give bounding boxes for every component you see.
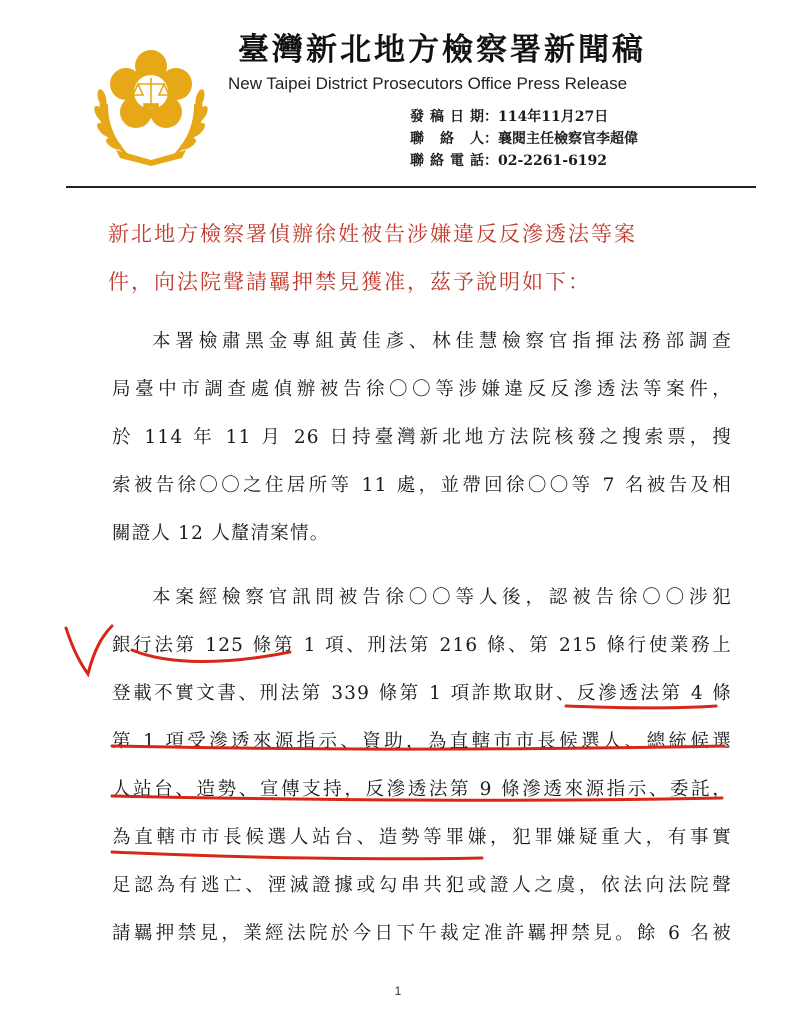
paragraph-line: 第 1 項受滲透來源指示、資助，為直轄市市長候選人、總統候選 <box>112 731 732 752</box>
prosecutors-office-seal-icon <box>86 38 216 168</box>
contact-person-label: 聯絡人 <box>410 131 484 147</box>
contact-person-row: 聯絡人：襄閱主任檢察官李超偉 <box>410 128 638 150</box>
paragraph-line: 銀行法第 125 條第 1 項、刑法第 216 條、第 215 條行使業務上 <box>112 635 732 656</box>
paragraph-line: 登載不實文書、刑法第 339 條第 1 項詐欺取財、反滲透法第 4 條 <box>112 683 732 704</box>
paragraph-line: 局臺中市調查處偵辦被告徐〇〇等涉嫌違反反滲透法等案件， <box>112 379 732 400</box>
paragraph-line: 於 114 年 11 月 26 日持臺灣新北地方法院核發之搜索票，搜 <box>112 427 732 448</box>
release-date-label: 發稿日期 <box>410 109 484 125</box>
paragraph-line: 索被告徐〇〇之住居所等 11 處，並帶回徐〇〇等 7 名被告及相 <box>112 475 732 496</box>
contact-info <box>410 106 638 172</box>
headline <box>108 210 728 306</box>
checkmark-annotation <box>66 626 112 674</box>
paragraph-line: 本案經檢察官訊問被告徐〇〇等人後，認被告徐〇〇涉犯 <box>152 587 732 608</box>
contact-phone-label: 聯絡電話 <box>410 153 484 169</box>
paragraph-search <box>112 318 732 558</box>
contact-phone-row: 聯絡電話：02-2261-6192 <box>410 150 638 172</box>
release-date-value: 114年11月27日 <box>498 109 609 125</box>
press-release-title-zh: 臺灣新北地方檢察署新聞稿 <box>238 32 646 68</box>
page-number: 1 <box>394 984 402 998</box>
paragraph-line: 關證人 12 人釐清案情。 <box>112 523 330 544</box>
paragraph-detention <box>112 574 732 958</box>
contact-person-value: 襄閱主任檢察官李超偉 <box>498 131 638 147</box>
headline-line: 件，向法院聲請羈押禁見獲准，茲予說明如下： <box>108 270 591 294</box>
paragraph-line: 請羈押禁見，業經法院於今日下午裁定准許羈押禁見。餘 6 名被 <box>112 923 732 944</box>
contact-phone-value: 02-2261-6192 <box>498 153 608 169</box>
headline-line: 新北地方檢察署偵辦徐姓被告涉嫌違反反滲透法等案 <box>108 222 637 246</box>
paragraph-line: 為直轄市市長候選人站台、造勢等罪嫌，犯罪嫌疑重大，有事實 <box>112 827 732 848</box>
press-release-title-en: New Taipei District Prosecutors Office Press Release <box>228 74 628 93</box>
release-date-row: 發稿日期：114年11月27日 <box>410 106 638 128</box>
paragraph-line: 足認為有逃亡、湮滅證據或勾串共犯或證人之虞，依法向法院聲 <box>112 875 732 896</box>
paragraph-line: 本署檢肅黑金專組黃佳彥、林佳慧檢察官指揮法務部調查 <box>152 331 732 352</box>
paragraph-line: 人站台、造勢、宣傳支持，反滲透法第 9 條滲透來源指示、委託， <box>112 779 732 800</box>
header-divider <box>66 186 756 188</box>
